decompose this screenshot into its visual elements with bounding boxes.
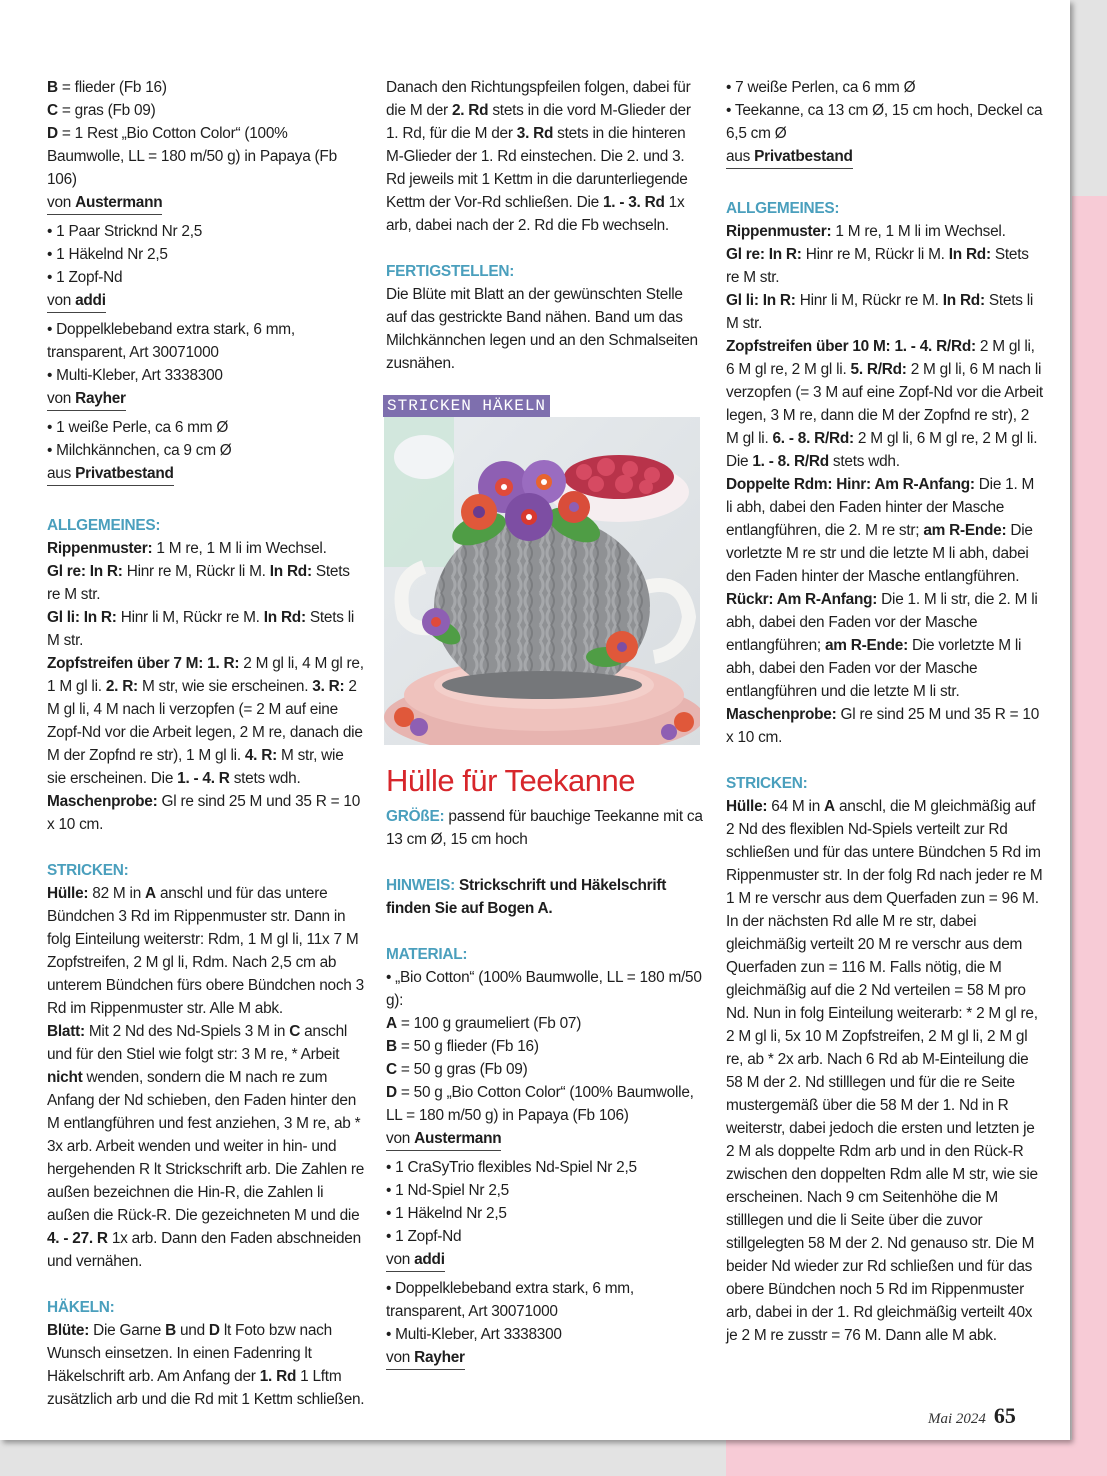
instruction-gl-re: Gl re: In R: Hinr re M, Rückr li M. In Rd: Stets re M str. <box>726 246 1029 286</box>
heading-haekeln: HÄKELN: <box>47 1299 115 1316</box>
tool-item: • Multi-Kleber, Art 3338300 <box>47 367 223 384</box>
supplier-austermann: von Austermann <box>386 1128 501 1151</box>
supplier-addi: von addi <box>386 1249 445 1272</box>
tool-item: • 1 Paar Stricknd Nr 2,5 <box>47 223 203 240</box>
teapot-cozy-photo <box>384 417 700 745</box>
yarn-line: C = 50 g gras (Fb 09) <box>386 1061 528 1078</box>
heading-stricken: STRICKEN: <box>726 775 808 792</box>
supplier-rayher: von Rayher <box>47 388 126 411</box>
tool-item: • 1 weiße Perle, ca 6 mm Ø <box>47 419 229 436</box>
instruction-gl-li: Gl li: In R: Hinr li M, Rückr re M. In Rd: Stets li M str. <box>47 609 355 649</box>
tool-item: • 1 Häkelnd Nr 2,5 <box>386 1205 507 1222</box>
tool-item: • Doppelklebeband extra stark, 6 mm, transparent, Art 30071000 <box>386 1280 634 1320</box>
supplier-rayher: von Rayher <box>386 1347 465 1370</box>
instruction-maschenprobe: Maschenprobe: Gl re sind 25 M und 35 R = 10 x 10 cm. <box>47 793 361 833</box>
column-3 <box>726 76 1044 1347</box>
tool-item: • 1 CraSyTrio flexibles Nd-Spiel Nr 2,5 <box>386 1159 637 1176</box>
instruction-bluete: Blüte: Die Garne B und D lt Foto bzw nach Wunsch einsetzen. In einen Fadenring lt Häkelschrift arb. Am Anfang der 1. Rd 1 Lftm zusätzlich arb und die Rd mit 1 Kettm schließen. <box>47 1322 365 1408</box>
tool-item: • 7 weiße Perlen, ca 6 mm Ø <box>726 79 916 96</box>
instruction-maschenprobe: Maschenprobe: Gl re sind 25 M und 35 R = 10 x 10 cm. <box>726 706 1040 746</box>
pink-side-strip <box>1072 196 1107 1476</box>
category-tag: STRICKEN HÄKELN <box>383 395 550 417</box>
supplier-addi: von addi <box>47 290 106 313</box>
yarn-line: A = 100 g graumeliert (Fb 07) <box>386 1015 582 1032</box>
tool-item: • Milchkännchen, ca 9 cm Ø <box>47 442 232 459</box>
tool-item: • Doppelklebeband extra stark, 6 mm, transparent, Art 30071000 <box>47 321 295 361</box>
supplier-privat: aus Privatbestand <box>726 146 853 169</box>
size-info: GRÖßE: passend für bauchige Teekanne mit ca 13 cm Ø, 15 cm hoch <box>386 808 703 848</box>
heading-material: MATERIAL: <box>386 946 468 963</box>
instruction-blatt: Blatt: Mit 2 Nd des Nd-Spiels 3 M in C anschl und für den Stiel wie folgt str: 3 M re, * Arbeit nicht wenden, sondern die M nach re zum Anfang der Nd schieben, den Faden hinter den M entlangführen und fest anziehen, 3 M re, ab * 3x arb. Arbeit wenden und weiter in hin- und hergehenden R lt Strickschrift arb. Die Zahlen re außen bezeichnen die Hin-R, die Zahlen li außen die Rück-R. Die gezeichneten M und die 4. - 27. R 1x arb. Dann den Faden abschneiden und vernähen. <box>47 1023 365 1270</box>
page-footer <box>928 1403 1016 1429</box>
instruction-gl-li: Gl li: In R: Hinr li M, Rückr re M. In Rd: Stets li M str. <box>726 292 1034 332</box>
instruction-rippenmuster: Rippenmuster: 1 M re, 1 M li im Wechsel. <box>47 540 327 557</box>
tool-item: • 1 Zopf-Nd <box>386 1228 462 1245</box>
instruction-doppelte-rdm: Doppelte Rdm: Hinr: Am R-Anfang: Die 1. M li abh, dabei den Faden hinter der Masche entlangführen, die 2. M re str; am R-Ende: Die vorletzte M re str und die letzte M li abh, dabei den Faden hinter der Masche entlangführen. Rückr: Am R-Anfang: Die 1. M li str, die 2. M li abh, dabei den Faden vor der Masche entlangführen; am R-Ende: Die vorletzte M li abh, dabei den Faden vor der Masche entlangführen und die letzte M li str. <box>726 476 1038 700</box>
tool-item: • 1 Zopf-Nd <box>47 269 123 286</box>
column-1 <box>47 76 365 1411</box>
instruction-fertigstellen: Die Blüte mit Blatt an der gewünschten Stelle auf das gestrickte Band nähen. Band um das Milchkännchen legen und an den Schmalseiten zusnähen. <box>386 286 698 372</box>
supplier-privat: aus Privatbestand <box>47 463 174 486</box>
issue-date: Mai 2024 <box>928 1411 986 1427</box>
material-line: C = gras (Fb 09) <box>47 102 156 119</box>
instruction-continued: Danach den Richtungspfeilen folgen, dabei für die M der 2. Rd stets in die vord M-Glieder der 1. Rd, für die M der 3. Rd stets in die hinteren M-Glieder der 1. Rd einstechen. Die 2. und 3. Rd jeweils mit 1 Kettm in die darunterliegende Kettm der Vor-Rd schließen. Die 1. - 3. Rd 1x arb, dabei nach der 2. Rd die Fb wechseln. <box>386 79 691 234</box>
material-line: B = flieder (Fb 16) <box>47 79 167 96</box>
tool-item: • Multi-Kleber, Art 3338300 <box>386 1326 562 1343</box>
page-number: 65 <box>993 1403 1016 1428</box>
heading-fertigstellen: FERTIGSTELLEN: <box>386 263 515 280</box>
instruction-huelle: Hülle: 64 M in A anschl, die M gleichmäßig auf 2 Nd des flexiblen Nd-Spiels verteilt zur Rd schließen und für das untere Bündchen 5 Rd im Rippenmuster str. In der folg Rd nach jeder re M 1 M re verschr aus dem Querfaden zun = 96 M. In der nächsten Rd alle M re str, dabei gleichmäßig verteilt 20 M re verschr aus dem Querfaden zun = 116 M. Falls nötig, die M gleichmäßig auf die 2 Nd verteilen = 58 M pro Nd. Nun in folg Einteilung weiterarb: * 2 M gl re, 2 M gl li, 5x 10 M Zopfstreifen, 2 M gl li, 2 M gl re, ab * 2x arb. Nach 6 Rd ab M-Einteilung die 58 M der 2. Nd stilllegen und für die re Seite mustergemäß über die 58 M der 1. Nd in R weiterstr, dabei jedoch die ersten und letzten je 2 M als doppelte Rdm arb und in den Rück-R zwischen den doppelten Rdm alle M str, wie sie erscheinen. Nach 9 cm Seitenhöhe die M stilllegen und die li Seite über die zuvor stillgelegten 58 M der 2. Nd genauso str. Die M beider Nd wieder zur Rd schließen und für das obere Bündchen noch 5 Rd im Rippenmuster arb, dabei in der 1. Rd gleichmäßig verteilt 40x je 2 M re zusstr = 76 M. Dann alle M abk. <box>726 798 1043 1344</box>
tool-item: • 1 Nd-Spiel Nr 2,5 <box>386 1182 509 1199</box>
hint-info: HINWEIS: Strickschrift und Häkelschrift finden Sie auf Bogen A. <box>386 877 667 917</box>
heading-allgemeines: ALLGEMEINES: <box>47 517 161 534</box>
pink-bottom-strip <box>726 1440 1107 1476</box>
tool-item: • Teekanne, ca 13 cm Ø, 15 cm hoch, Deckel ca 6,5 cm Ø <box>726 102 1043 142</box>
yarn-line: B = 50 g flieder (Fb 16) <box>386 1038 539 1055</box>
teapot-illustration <box>384 417 700 745</box>
instruction-zopfstreifen: Zopfstreifen über 7 M: 1. R: 2 M gl li, 4 M gl re, 1 M gl li. 2. R: M str, wie sie erscheinen. 3. R: 2 M gl li, 4 M nach li verzopfen (= 2 M auf eine Zopf-Nd vor die Arbeit legen, 2 M re, danach die M der Zopfnd re str), 1 M gl li. 4. R: M str, wie sie erscheinen. Die 1. - 4. R stets wdh. <box>47 655 364 787</box>
heading-stricken: STRICKEN: <box>47 862 129 879</box>
column-2 <box>386 76 704 1375</box>
heading-allgemeines: ALLGEMEINES: <box>726 200 840 217</box>
article-title: Hülle für Teekanne <box>386 763 635 798</box>
instruction-rippenmuster: Rippenmuster: 1 M re, 1 M li im Wechsel. <box>726 223 1006 240</box>
instruction-gl-re: Gl re: In R: Hinr re M, Rückr li M. In Rd: Stets re M str. <box>47 563 350 603</box>
instruction-huelle: Hülle: 82 M in A anschl und für das untere Bündchen 3 Rd im Rippenmuster str. Dann in folg Einteilung weiterstr: Rdm, 1 M gl li, 11x 7 M Zopfstreifen, 2 M gl li, Rdm. Nach 2,5 cm ab unterem Bündchen fürs obere Bündchen noch 3 Rd im Rippenmuster str. Alle M abk. <box>47 885 364 1017</box>
instruction-zopfstreifen: Zopfstreifen über 10 M: 1. - 4. R/Rd: 2 M gl li, 6 M gl re, 2 M gl li. 5. R/Rd: 2 M gl li, 6 M nach li verzopfen (= 3 M auf eine Zopf-Nd vor die Arbeit legen, 3 M re, dann die M der Zopfnd re str), 2 M gl li. 6. - 8. R/Rd: 2 M gl li, 6 M gl re, 2 M gl li. Die 1. - 8. R/Rd stets wdh. <box>726 338 1043 470</box>
yarn-line: D = 50 g „Bio Cotton Color“ (100% Baumwolle, LL = 180 m/50 g) in Papaya (Fb 106) <box>386 1084 694 1124</box>
tool-item: • 1 Häkelnd Nr 2,5 <box>47 246 168 263</box>
material-line: D = 1 Rest „Bio Cotton Color“ (100% Baumwolle, LL = 180 m/50 g) in Papaya (Fb 106) <box>47 125 337 188</box>
yarn-intro: • „Bio Cotton“ (100% Baumwolle, LL = 180 m/50 g): <box>386 969 702 1009</box>
supplier-austermann: von Austermann <box>47 192 162 215</box>
